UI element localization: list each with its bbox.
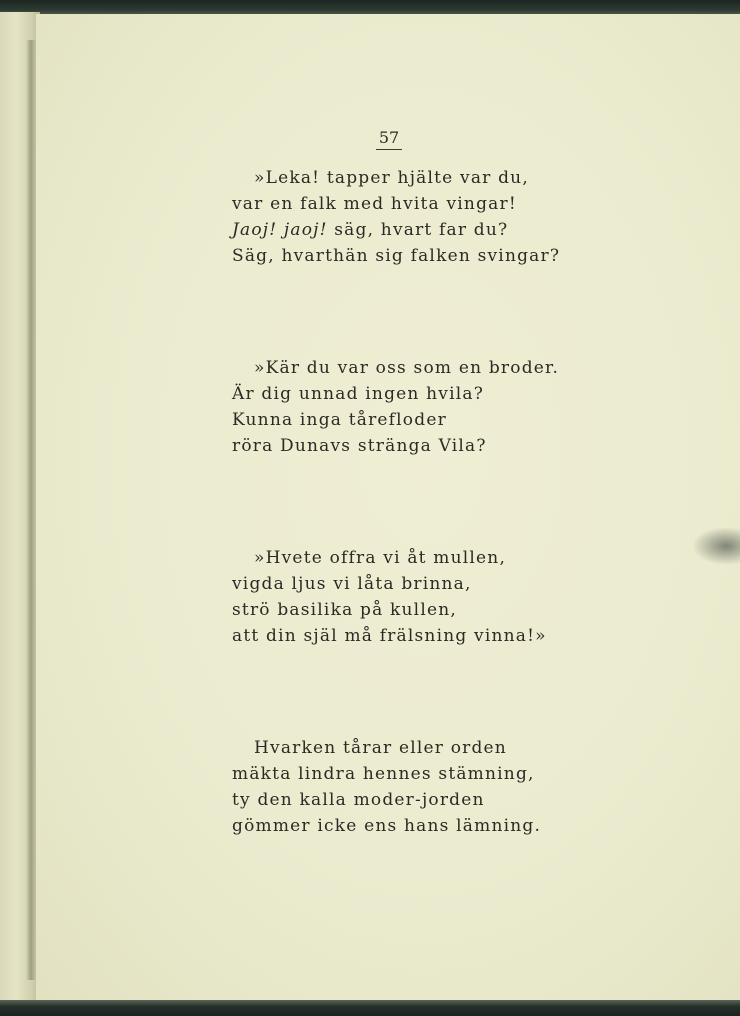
stanza-1-line-4: Säg, hvarthän sig falken svingar?	[232, 246, 561, 266]
bottom-scan-edge	[0, 1000, 740, 1016]
book-page	[36, 14, 740, 1002]
stanza-3-line-3: strö basilika på kullen,	[232, 600, 457, 620]
stanza-2-line-1: »Kär du var oss som en broder.	[254, 358, 560, 378]
stanza-1-line-2: var en falk med hvita vingar!	[232, 194, 517, 214]
stanza-4-line-2: mäkta lindra hennes stämning,	[232, 764, 535, 784]
stanza-1-line-3	[232, 220, 508, 240]
book-gutter	[26, 40, 36, 980]
top-scan-edge	[0, 0, 740, 14]
stanza-4-line-4: gömmer icke ens hans lämning.	[232, 816, 542, 836]
page-number: 57	[376, 128, 402, 150]
stanza-2-line-3: Kunna inga tårefloder	[232, 410, 447, 430]
stanza-3-line-1: »Hvete offra vi åt mullen,	[254, 548, 507, 568]
stanza-3-line-2: vigda ljus vi låta brinna,	[232, 574, 472, 594]
italic-exclamation: Jaoj! jaoj!	[232, 220, 328, 240]
stanza-4-line-1: Hvarken tårar eller orden	[254, 738, 507, 758]
stanza-3-line-4: att din själ må frälsning vinna!»	[232, 626, 547, 646]
stanza-2-line-2: Är dig unnad ingen hvila?	[232, 384, 485, 404]
stanza-2-line-4: röra Dunavs stränga Vila?	[232, 436, 487, 456]
line-remainder: säg, hvart far du?	[327, 220, 509, 240]
stanza-4-line-3: ty den kalla moder-jorden	[232, 790, 485, 810]
page-shadow-mark	[694, 528, 740, 564]
stanza-1-line-1: »Leka! tapper hjälte var du,	[254, 168, 529, 188]
